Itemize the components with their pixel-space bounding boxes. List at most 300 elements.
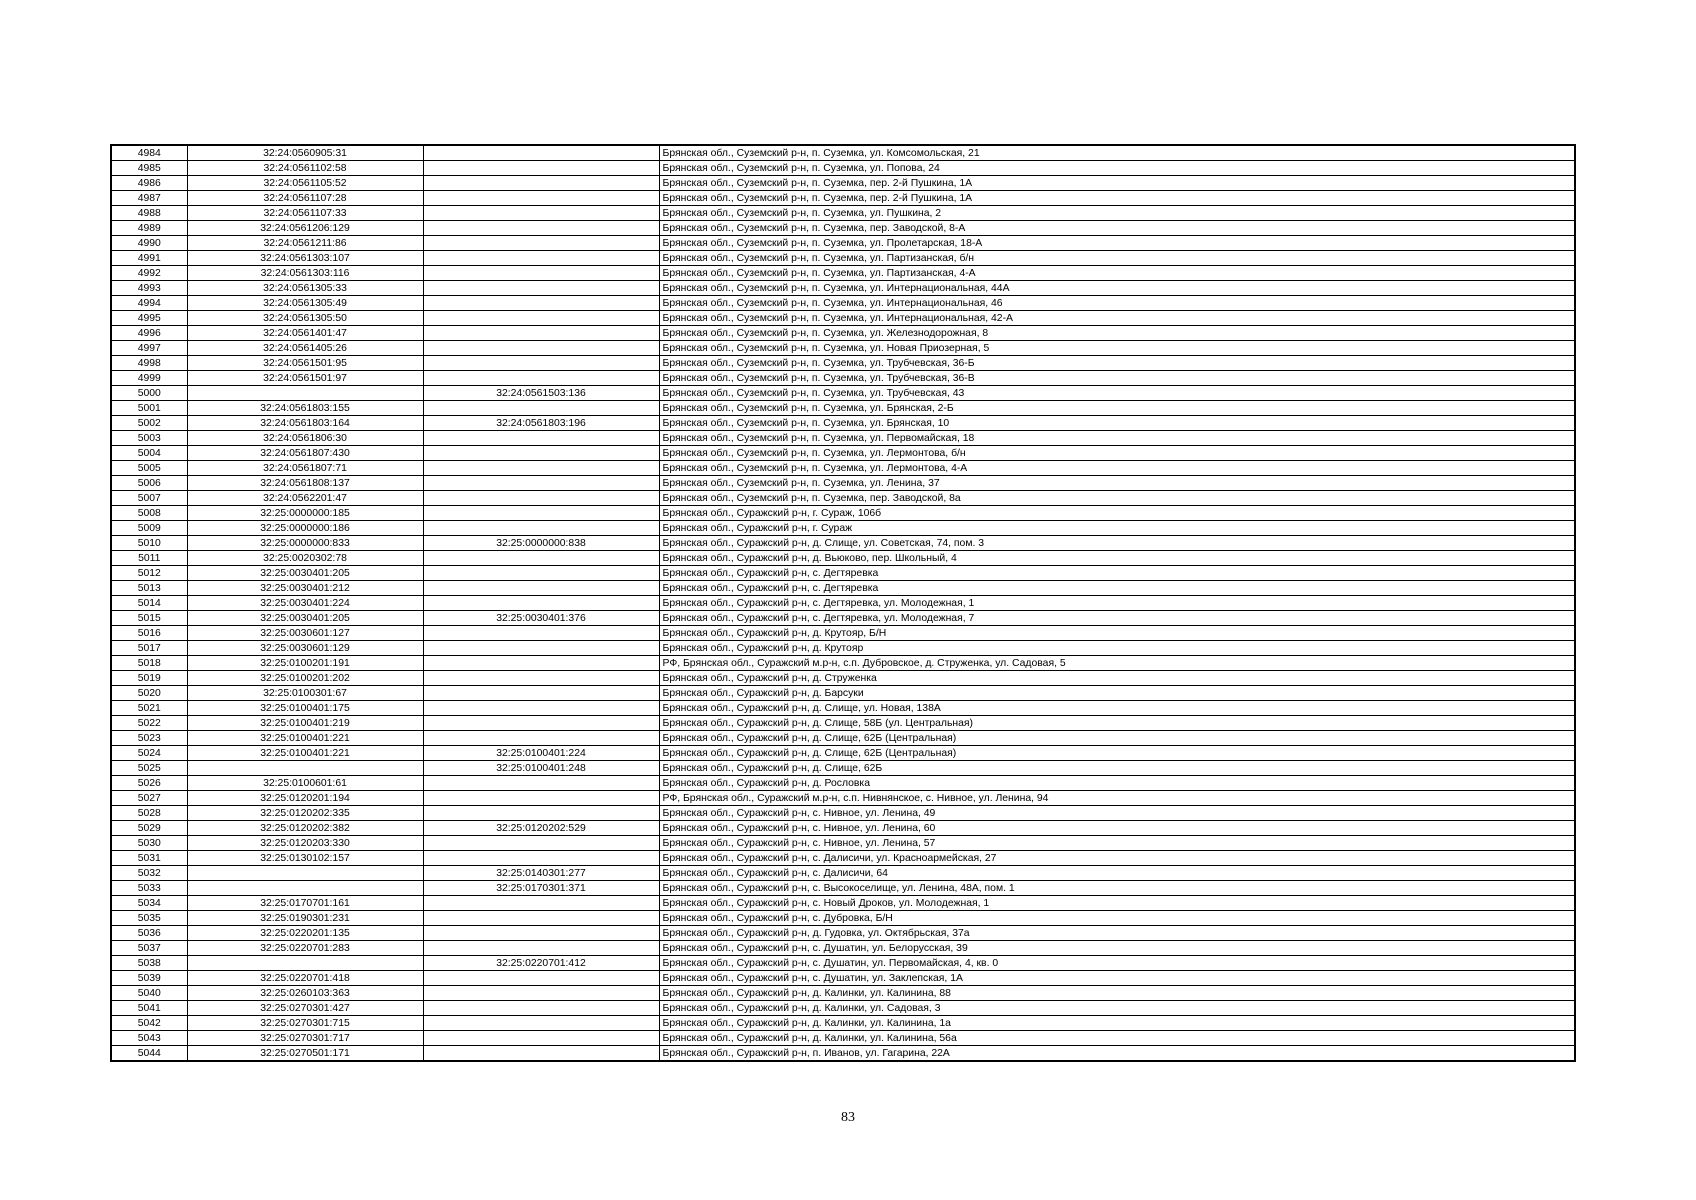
cadastral-number-cell — [187, 866, 423, 881]
table-row — [111, 911, 1575, 926]
cadastral-number-cell: 32:25:0270301:427 — [187, 1001, 423, 1016]
table-row — [111, 266, 1575, 281]
table-row — [111, 145, 1575, 161]
new-cadastral-number-cell — [423, 731, 659, 746]
new-cadastral-number-cell — [423, 851, 659, 866]
cadastral-number-cell: 32:25:0100201:191 — [187, 656, 423, 671]
address-cell: Брянская обл., Суземский р-н, п. Суземка, ул. Партизанская, б/н — [659, 251, 1575, 266]
address-cell: Брянская обл., Суражский р-н, с. Нивное, ул. Ленина, 60 — [659, 821, 1575, 836]
cadastral-number-cell: 32:25:0100601:61 — [187, 776, 423, 791]
new-cadastral-number-cell — [423, 911, 659, 926]
new-cadastral-number-cell — [423, 701, 659, 716]
new-cadastral-number-cell — [423, 671, 659, 686]
row-number-cell: 5041 — [111, 1001, 187, 1016]
cadastral-number-cell: 32:24:0562201:47 — [187, 491, 423, 506]
address-cell: Брянская обл., Суражский р-н, г. Сураж — [659, 521, 1575, 536]
new-cadastral-number-cell — [423, 1031, 659, 1046]
address-cell: Брянская обл., Суражский р-н, с. Далисичи, ул. Красноармейская, 27 — [659, 851, 1575, 866]
new-cadastral-number-cell — [423, 506, 659, 521]
cadastral-number-cell: 32:24:0561501:97 — [187, 371, 423, 386]
cadastral-number-cell: 32:25:0020302:78 — [187, 551, 423, 566]
row-number-cell: 4989 — [111, 221, 187, 236]
new-cadastral-number-cell — [423, 341, 659, 356]
new-cadastral-number-cell — [423, 686, 659, 701]
cadastral-number-cell: 32:24:0561206:129 — [187, 221, 423, 236]
row-number-cell: 5014 — [111, 596, 187, 611]
row-number-cell: 5027 — [111, 791, 187, 806]
new-cadastral-number-cell — [423, 641, 659, 656]
row-number-cell: 4985 — [111, 161, 187, 176]
table-row — [111, 1031, 1575, 1046]
cadastral-number-cell: 32:24:0561405:26 — [187, 341, 423, 356]
cadastral-number-cell: 32:24:0561105:52 — [187, 176, 423, 191]
row-number-cell: 5034 — [111, 896, 187, 911]
table-row — [111, 416, 1575, 431]
new-cadastral-number-cell: 32:25:0170301:371 — [423, 881, 659, 896]
new-cadastral-number-cell: 32:25:0120202:529 — [423, 821, 659, 836]
row-number-cell: 5004 — [111, 446, 187, 461]
address-cell: Брянская обл., Суземский р-н, п. Суземка, пер. 2-й Пушкина, 1А — [659, 191, 1575, 206]
row-number-cell: 5036 — [111, 926, 187, 941]
table-row — [111, 761, 1575, 776]
cadastral-number-cell: 32:24:0561808:137 — [187, 476, 423, 491]
new-cadastral-number-cell — [423, 551, 659, 566]
row-number-cell: 5039 — [111, 971, 187, 986]
cadastral-number-cell: 32:24:0561803:164 — [187, 416, 423, 431]
new-cadastral-number-cell — [423, 296, 659, 311]
row-number-cell: 5022 — [111, 716, 187, 731]
address-cell: Брянская обл., Суземский р-н, п. Суземка, ул. Железнодорожная, 8 — [659, 326, 1575, 341]
cadastral-number-cell: 32:24:0561107:33 — [187, 206, 423, 221]
table-row — [111, 431, 1575, 446]
address-cell: Брянская обл., Суражский р-н, п. Иванов, ул. Гагарина, 22А — [659, 1046, 1575, 1062]
table-row — [111, 806, 1575, 821]
address-cell: Брянская обл., Суземский р-н, п. Суземка, ул. Трубчевская, 36-В — [659, 371, 1575, 386]
cadastral-number-cell: 32:25:0100301:67 — [187, 686, 423, 701]
new-cadastral-number-cell — [423, 311, 659, 326]
address-cell: Брянская обл., Суземский р-н, п. Суземка, ул. Ленина, 37 — [659, 476, 1575, 491]
table-row — [111, 281, 1575, 296]
address-cell: Брянская обл., Суземский р-н, п. Суземка, ул. Интернациональная, 46 — [659, 296, 1575, 311]
address-cell: Брянская обл., Суражский р-н, д. Гудовка, ул. Октябрьская, 37а — [659, 926, 1575, 941]
row-number-cell: 5013 — [111, 581, 187, 596]
row-number-cell: 5019 — [111, 671, 187, 686]
cadastral-number-cell: 32:24:0561107:28 — [187, 191, 423, 206]
new-cadastral-number-cell — [423, 221, 659, 236]
address-cell: Брянская обл., Суражский р-н, с. Дубровка, Б/Н — [659, 911, 1575, 926]
new-cadastral-number-cell — [423, 806, 659, 821]
address-cell: Брянская обл., Суражский р-н, с. Нивное, ул. Ленина, 57 — [659, 836, 1575, 851]
page-number: 83 — [841, 1110, 855, 1125]
row-number-cell: 4987 — [111, 191, 187, 206]
address-cell: РФ, Брянская обл., Суражский м.р-н, с.п. Дубровское, д. Струженка, ул. Садовая, 5 — [659, 656, 1575, 671]
row-number-cell: 4988 — [111, 206, 187, 221]
table-row — [111, 821, 1575, 836]
table-row — [111, 521, 1575, 536]
row-number-cell: 5012 — [111, 566, 187, 581]
new-cadastral-number-cell — [423, 356, 659, 371]
new-cadastral-number-cell — [423, 626, 659, 641]
address-cell: Брянская обл., Суземский р-н, п. Суземка, ул. Интернациональная, 42-А — [659, 311, 1575, 326]
address-cell: Брянская обл., Суземский р-н, п. Суземка, ул. Партизанская, 4-А — [659, 266, 1575, 281]
new-cadastral-number-cell — [423, 716, 659, 731]
table-row — [111, 896, 1575, 911]
address-cell: Брянская обл., Суземский р-н, п. Суземка, ул. Лермонтова, 4-А — [659, 461, 1575, 476]
address-cell: Брянская обл., Суземский р-н, п. Суземка, пер. Заводской, 8а — [659, 491, 1575, 506]
row-number-cell: 5043 — [111, 1031, 187, 1046]
row-number-cell: 5020 — [111, 686, 187, 701]
row-number-cell: 5021 — [111, 701, 187, 716]
table-row — [111, 311, 1575, 326]
address-cell: Брянская обл., Суражский р-н, с. Новый Дроков, ул. Молодежная, 1 — [659, 896, 1575, 911]
row-number-cell: 5003 — [111, 431, 187, 446]
table-row — [111, 671, 1575, 686]
table-row — [111, 461, 1575, 476]
cadastral-number-cell: 32:24:0561807:71 — [187, 461, 423, 476]
row-number-cell: 4990 — [111, 236, 187, 251]
new-cadastral-number-cell — [423, 251, 659, 266]
new-cadastral-number-cell — [423, 326, 659, 341]
row-number-cell: 4998 — [111, 356, 187, 371]
new-cadastral-number-cell — [423, 191, 659, 206]
table-row — [111, 956, 1575, 971]
address-cell: Брянская обл., Суражский р-н, с. Душатин, ул. Заклепская, 1А — [659, 971, 1575, 986]
row-number-cell: 4996 — [111, 326, 187, 341]
row-number-cell: 4997 — [111, 341, 187, 356]
new-cadastral-number-cell — [423, 206, 659, 221]
cadastral-number-cell: 32:25:0030401:205 — [187, 566, 423, 581]
row-number-cell: 4999 — [111, 371, 187, 386]
cadastral-number-cell: 32:25:0100401:221 — [187, 746, 423, 761]
table-row — [111, 626, 1575, 641]
row-number-cell: 4993 — [111, 281, 187, 296]
address-cell: Брянская обл., Суземский р-н, п. Суземка, ул. Пушкина, 2 — [659, 206, 1575, 221]
address-cell: Брянская обл., Суземский р-н, п. Суземка, ул. Трубчевская, 36-Б — [659, 356, 1575, 371]
table-row — [111, 191, 1575, 206]
row-number-cell: 5010 — [111, 536, 187, 551]
table-row — [111, 251, 1575, 266]
table-row — [111, 791, 1575, 806]
cadastral-number-cell: 32:24:0561401:47 — [187, 326, 423, 341]
table-row — [111, 716, 1575, 731]
address-cell: Брянская обл., Суражский р-н, д. Калинки, ул. Калинина, 88 — [659, 986, 1575, 1001]
new-cadastral-number-cell — [423, 1046, 659, 1062]
new-cadastral-number-cell — [423, 971, 659, 986]
new-cadastral-number-cell: 32:25:0000000:838 — [423, 536, 659, 551]
new-cadastral-number-cell — [423, 161, 659, 176]
address-cell: Брянская обл., Суражский р-н, с. Душатин, ул. Белорусская, 39 — [659, 941, 1575, 956]
table-row — [111, 686, 1575, 701]
cadastral-number-cell: 32:25:0170701:161 — [187, 896, 423, 911]
new-cadastral-number-cell — [423, 986, 659, 1001]
cadastral-number-cell: 32:25:0000000:186 — [187, 521, 423, 536]
table-row — [111, 566, 1575, 581]
property-registry-table — [110, 144, 1576, 1062]
new-cadastral-number-cell — [423, 1016, 659, 1031]
row-number-cell: 4992 — [111, 266, 187, 281]
address-cell: Брянская обл., Суражский р-н, с. Высокоселище, ул. Ленина, 48А, пом. 1 — [659, 881, 1575, 896]
table-row — [111, 941, 1575, 956]
row-number-cell: 5033 — [111, 881, 187, 896]
cadastral-number-cell — [187, 761, 423, 776]
cadastral-number-cell: 32:25:0100401:175 — [187, 701, 423, 716]
cadastral-number-cell: 32:25:0100201:202 — [187, 671, 423, 686]
table-row — [111, 866, 1575, 881]
table-row — [111, 776, 1575, 791]
table-row — [111, 161, 1575, 176]
cadastral-number-cell: 32:25:0000000:833 — [187, 536, 423, 551]
cadastral-number-cell: 32:25:0100401:219 — [187, 716, 423, 731]
new-cadastral-number-cell — [423, 941, 659, 956]
cadastral-number-cell: 32:25:0120202:382 — [187, 821, 423, 836]
table-row — [111, 506, 1575, 521]
cadastral-number-cell: 32:24:0561305:50 — [187, 311, 423, 326]
address-cell: Брянская обл., Суражский р-н, г. Сураж, 106б — [659, 506, 1575, 521]
table-row — [111, 746, 1575, 761]
table-row — [111, 641, 1575, 656]
table-row — [111, 341, 1575, 356]
table-row — [111, 971, 1575, 986]
row-number-cell: 5007 — [111, 491, 187, 506]
row-number-cell: 5006 — [111, 476, 187, 491]
cadastral-number-cell — [187, 386, 423, 401]
address-cell: Брянская обл., Суражский р-н, д. Калинки, ул. Калинина, 1а — [659, 1016, 1575, 1031]
cadastral-number-cell: 32:24:0561303:116 — [187, 266, 423, 281]
new-cadastral-number-cell — [423, 236, 659, 251]
address-cell: Брянская обл., Суражский р-н, с. Дегтяревка, ул. Молодежная, 7 — [659, 611, 1575, 626]
cadastral-number-cell: 32:24:0561806:30 — [187, 431, 423, 446]
address-cell: Брянская обл., Суражский р-н, д. Слище, 62Б (Центральная) — [659, 731, 1575, 746]
address-cell: Брянская обл., Суражский р-н, д. Слище, 62Б — [659, 761, 1575, 776]
row-number-cell: 5030 — [111, 836, 187, 851]
table-row — [111, 1016, 1575, 1031]
row-number-cell: 5028 — [111, 806, 187, 821]
row-number-cell: 5037 — [111, 941, 187, 956]
cadastral-number-cell: 32:24:0561305:33 — [187, 281, 423, 296]
row-number-cell: 5035 — [111, 911, 187, 926]
address-cell: Брянская обл., Суражский р-н, д. Вьюково, пер. Школьный, 4 — [659, 551, 1575, 566]
row-number-cell: 5011 — [111, 551, 187, 566]
table-row — [111, 176, 1575, 191]
table-row — [111, 851, 1575, 866]
new-cadastral-number-cell: 32:25:0220701:412 — [423, 956, 659, 971]
table-row — [111, 236, 1575, 251]
table-row — [111, 476, 1575, 491]
cadastral-number-cell: 32:25:0030601:129 — [187, 641, 423, 656]
table-row — [111, 206, 1575, 221]
address-cell: Брянская обл., Суземский р-н, п. Суземка, пер. 2-й Пушкина, 1А — [659, 176, 1575, 191]
table-row — [111, 581, 1575, 596]
table-row — [111, 401, 1575, 416]
address-cell: Брянская обл., Суражский р-н, д. Рословка — [659, 776, 1575, 791]
cadastral-number-cell: 32:24:0561211:86 — [187, 236, 423, 251]
new-cadastral-number-cell: 32:25:0100401:248 — [423, 761, 659, 776]
cadastral-number-cell: 32:25:0120201:194 — [187, 791, 423, 806]
address-cell: Брянская обл., Суражский р-н, д. Калинки, ул. Калинина, 56а — [659, 1031, 1575, 1046]
row-number-cell: 5024 — [111, 746, 187, 761]
new-cadastral-number-cell — [423, 596, 659, 611]
cadastral-number-cell: 32:24:0561102:58 — [187, 161, 423, 176]
row-number-cell: 5038 — [111, 956, 187, 971]
table-row — [111, 371, 1575, 386]
table-row — [111, 551, 1575, 566]
new-cadastral-number-cell — [423, 476, 659, 491]
cadastral-number-cell: 32:24:0561803:155 — [187, 401, 423, 416]
row-number-cell: 5000 — [111, 386, 187, 401]
address-cell: Брянская обл., Суземский р-н, п. Суземка, ул. Брянская, 2-Б — [659, 401, 1575, 416]
new-cadastral-number-cell — [423, 521, 659, 536]
address-cell: Брянская обл., Суземский р-н, п. Суземка, ул. Новая Приозерная, 5 — [659, 341, 1575, 356]
table-row — [111, 926, 1575, 941]
cadastral-number-cell: 32:25:0190301:231 — [187, 911, 423, 926]
row-number-cell: 5016 — [111, 626, 187, 641]
cadastral-number-cell: 32:25:0030601:127 — [187, 626, 423, 641]
new-cadastral-number-cell — [423, 176, 659, 191]
address-cell: РФ, Брянская обл., Суражский м.р-н, с.п. Нивнянское, с. Нивное, ул. Ленина, 94 — [659, 791, 1575, 806]
new-cadastral-number-cell — [423, 896, 659, 911]
table-row — [111, 356, 1575, 371]
registry-table-body — [111, 145, 1575, 1061]
address-cell: Брянская обл., Суражский р-н, с. Далисичи, 64 — [659, 866, 1575, 881]
address-cell: Брянская обл., Суземский р-н, п. Суземка, ул. Попова, 24 — [659, 161, 1575, 176]
table-row — [111, 701, 1575, 716]
address-cell: Брянская обл., Суземский р-н, п. Суземка, ул. Трубчевская, 43 — [659, 386, 1575, 401]
new-cadastral-number-cell — [423, 836, 659, 851]
row-number-cell: 5001 — [111, 401, 187, 416]
row-number-cell: 4991 — [111, 251, 187, 266]
table-row — [111, 986, 1575, 1001]
row-number-cell: 5044 — [111, 1046, 187, 1062]
new-cadastral-number-cell — [423, 566, 659, 581]
table-row — [111, 611, 1575, 626]
row-number-cell: 5029 — [111, 821, 187, 836]
cadastral-number-cell: 32:25:0000000:185 — [187, 506, 423, 521]
table-row — [111, 386, 1575, 401]
cadastral-number-cell: 32:25:0030401:224 — [187, 596, 423, 611]
table-row — [111, 1001, 1575, 1016]
address-cell: Брянская обл., Суражский р-н, д. Слище, ул. Советская, 74, пом. 3 — [659, 536, 1575, 551]
address-cell: Брянская обл., Суражский р-н, с. Дегтяревка — [659, 581, 1575, 596]
row-number-cell: 4994 — [111, 296, 187, 311]
cadastral-number-cell: 32:25:0270301:717 — [187, 1031, 423, 1046]
address-cell: Брянская обл., Суземский р-н, п. Суземка, ул. Пролетарская, 18-А — [659, 236, 1575, 251]
row-number-cell: 5005 — [111, 461, 187, 476]
cadastral-number-cell: 32:25:0030401:212 — [187, 581, 423, 596]
address-cell: Брянская обл., Суражский р-н, д. Слище, 62Б (Центральная) — [659, 746, 1575, 761]
row-number-cell: 5042 — [111, 1016, 187, 1031]
new-cadastral-number-cell — [423, 446, 659, 461]
table-row — [111, 836, 1575, 851]
new-cadastral-number-cell — [423, 371, 659, 386]
address-cell: Брянская обл., Суземский р-н, п. Суземка, ул. Лермонтова, б/н — [659, 446, 1575, 461]
address-cell: Брянская обл., Суземский р-н, п. Суземка, ул. Брянская, 10 — [659, 416, 1575, 431]
address-cell: Брянская обл., Суземский р-н, п. Суземка, ул. Комсомольская, 21 — [659, 145, 1575, 161]
table-row — [111, 536, 1575, 551]
row-number-cell: 5032 — [111, 866, 187, 881]
new-cadastral-number-cell — [423, 926, 659, 941]
address-cell: Брянская обл., Суражский р-н, с. Нивное, ул. Ленина, 49 — [659, 806, 1575, 821]
address-cell: Брянская обл., Суражский р-н, с. Дегтяревка — [659, 566, 1575, 581]
address-cell: Брянская обл., Суражский р-н, д. Калинки, ул. Садовая, 3 — [659, 1001, 1575, 1016]
new-cadastral-number-cell — [423, 1001, 659, 1016]
cadastral-number-cell: 32:25:0220201:135 — [187, 926, 423, 941]
table-row — [111, 656, 1575, 671]
new-cadastral-number-cell — [423, 431, 659, 446]
table-row — [111, 881, 1575, 896]
new-cadastral-number-cell: 32:24:0561803:196 — [423, 416, 659, 431]
cadastral-number-cell: 32:25:0270501:171 — [187, 1046, 423, 1062]
new-cadastral-number-cell — [423, 791, 659, 806]
new-cadastral-number-cell: 32:25:0030401:376 — [423, 611, 659, 626]
address-cell: Брянская обл., Суражский р-н, с. Душатин, ул. Первомайская, 4, кв. 0 — [659, 956, 1575, 971]
cadastral-number-cell: 32:24:0561807:430 — [187, 446, 423, 461]
cadastral-number-cell: 32:25:0260103:363 — [187, 986, 423, 1001]
address-cell: Брянская обл., Суражский р-н, д. Крутояр, Б/Н — [659, 626, 1575, 641]
row-number-cell: 5040 — [111, 986, 187, 1001]
cadastral-number-cell: 32:25:0130102:157 — [187, 851, 423, 866]
cadastral-number-cell: 32:25:0030401:205 — [187, 611, 423, 626]
cadastral-number-cell: 32:24:0561303:107 — [187, 251, 423, 266]
table-row — [111, 596, 1575, 611]
address-cell: Брянская обл., Суземский р-н, п. Суземка, ул. Интернациональная, 44А — [659, 281, 1575, 296]
row-number-cell: 5023 — [111, 731, 187, 746]
new-cadastral-number-cell — [423, 281, 659, 296]
cadastral-number-cell: 32:25:0120203:330 — [187, 836, 423, 851]
row-number-cell: 5017 — [111, 641, 187, 656]
row-number-cell: 4995 — [111, 311, 187, 326]
new-cadastral-number-cell — [423, 656, 659, 671]
row-number-cell: 5026 — [111, 776, 187, 791]
row-number-cell: 5031 — [111, 851, 187, 866]
new-cadastral-number-cell — [423, 581, 659, 596]
cadastral-number-cell: 32:24:0561305:49 — [187, 296, 423, 311]
row-number-cell: 4984 — [111, 145, 187, 161]
table-row — [111, 446, 1575, 461]
table-row — [111, 326, 1575, 341]
table-row — [111, 491, 1575, 506]
new-cadastral-number-cell: 32:25:0100401:224 — [423, 746, 659, 761]
new-cadastral-number-cell — [423, 145, 659, 161]
address-cell: Брянская обл., Суражский р-н, д. Струженка — [659, 671, 1575, 686]
address-cell: Брянская обл., Суражский р-н, д. Крутояр — [659, 641, 1575, 656]
document-sheet — [110, 144, 1574, 1062]
new-cadastral-number-cell — [423, 461, 659, 476]
cadastral-number-cell: 32:25:0270301:715 — [187, 1016, 423, 1031]
row-number-cell: 5009 — [111, 521, 187, 536]
row-number-cell: 5018 — [111, 656, 187, 671]
new-cadastral-number-cell — [423, 266, 659, 281]
table-row — [111, 731, 1575, 746]
cadastral-number-cell: 32:24:0560905:31 — [187, 145, 423, 161]
new-cadastral-number-cell: 32:24:0561503:136 — [423, 386, 659, 401]
table-row — [111, 296, 1575, 311]
row-number-cell: 5025 — [111, 761, 187, 776]
new-cadastral-number-cell — [423, 401, 659, 416]
cadastral-number-cell — [187, 956, 423, 971]
new-cadastral-number-cell: 32:25:0140301:277 — [423, 866, 659, 881]
address-cell: Брянская обл., Суражский р-н, д. Слище, ул. Новая, 138А — [659, 701, 1575, 716]
address-cell: Брянская обл., Суземский р-н, п. Суземка, ул. Первомайская, 18 — [659, 431, 1575, 446]
cadastral-number-cell: 32:25:0100401:221 — [187, 731, 423, 746]
cadastral-number-cell: 32:25:0120202:335 — [187, 806, 423, 821]
cadastral-number-cell: 32:24:0561501:95 — [187, 356, 423, 371]
cadastral-number-cell: 32:25:0220701:283 — [187, 941, 423, 956]
row-number-cell: 5015 — [111, 611, 187, 626]
cadastral-number-cell — [187, 881, 423, 896]
cadastral-number-cell: 32:25:0220701:418 — [187, 971, 423, 986]
table-row — [111, 1046, 1575, 1062]
row-number-cell: 5008 — [111, 506, 187, 521]
